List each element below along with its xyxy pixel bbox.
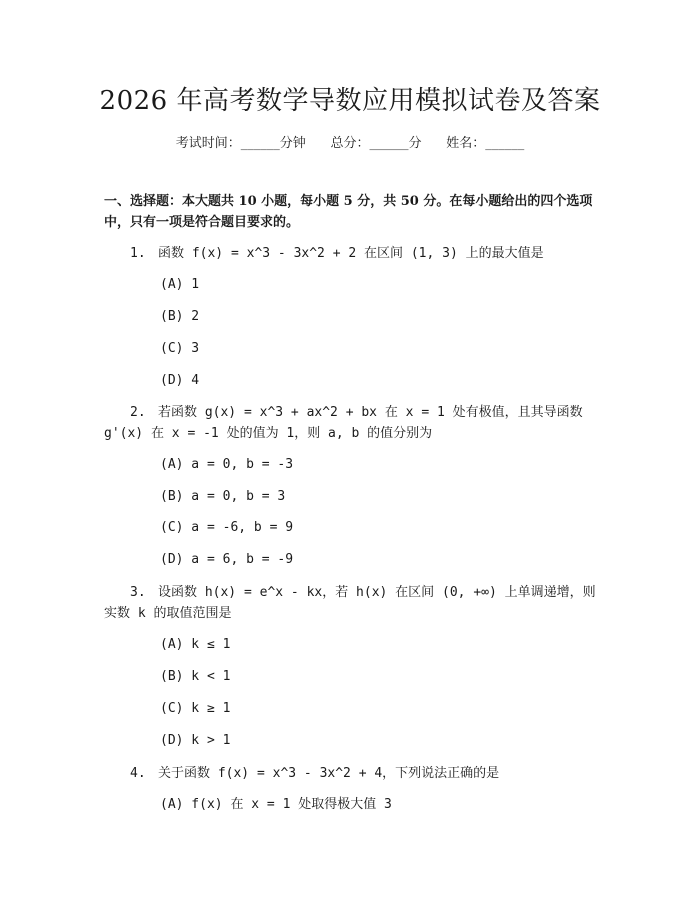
question-stem: 设函数 h(x) = e^x - kx，若 h(x) 在区间 (0, +∞) 上单调递增，则实数 k 的取值范围是 — [104, 585, 596, 621]
question-3-option-c: (C) k ≥ 1 — [160, 701, 231, 716]
section-heading: 一、选择题：本大题共 10 小题，每小题 5 分，共 50 分。在每小题给出的四个选项中，只有一项是符合题目要求的。 — [104, 194, 593, 230]
question-1-option-d: (D) 4 — [160, 373, 200, 388]
page-title: 2026 年高考数学导数应用模拟试卷及答案 — [99, 86, 601, 116]
question-stem: 若函数 g(x) = x^3 + ax^2 + bx 在 x = 1 处有极值，且其导函数 g'(x) 在 x = -1 处的值为 1，则 a, b 的值分别为 — [104, 405, 583, 441]
question-2-option-a: (A) a = 0, b = -3 — [160, 457, 294, 472]
question-1-option-b: (B) 2 — [160, 309, 200, 324]
question-number: 3. — [130, 585, 146, 600]
question-3 — [104, 582, 598, 624]
exam-meta-line: 考试时间：______分钟 总分：______分 姓名：______ — [175, 136, 525, 151]
question-2-option-c: (C) a = -6, b = 9 — [160, 520, 294, 535]
question-3-option-d: (D) k > 1 — [160, 733, 231, 748]
question-4 — [104, 763, 598, 784]
question-4-option-a: (A) f(x) 在 x = 1 处取得极大值 3 — [160, 797, 392, 812]
question-2 — [104, 402, 598, 444]
question-2-option-b: (B) a = 0, b = 3 — [160, 489, 286, 504]
question-3-option-a: (A) k ≤ 1 — [160, 637, 231, 652]
question-number: 1. — [130, 246, 146, 261]
question-1-option-c: (C) 3 — [160, 341, 200, 356]
question-3-option-b: (B) k < 1 — [160, 669, 231, 684]
question-1-option-a: (A) 1 — [160, 277, 200, 292]
question-1 — [104, 243, 598, 264]
question-stem: 关于函数 f(x) = x^3 - 3x^2 + 4，下列说法正确的是 — [158, 766, 500, 781]
question-stem: 函数 f(x) = x^3 - 3x^2 + 2 在区间 (1, 3) 上的最大值是 — [158, 246, 544, 261]
question-number: 4. — [130, 766, 146, 781]
question-number: 2. — [130, 405, 146, 420]
question-2-option-d: (D) a = 6, b = -9 — [160, 552, 294, 567]
